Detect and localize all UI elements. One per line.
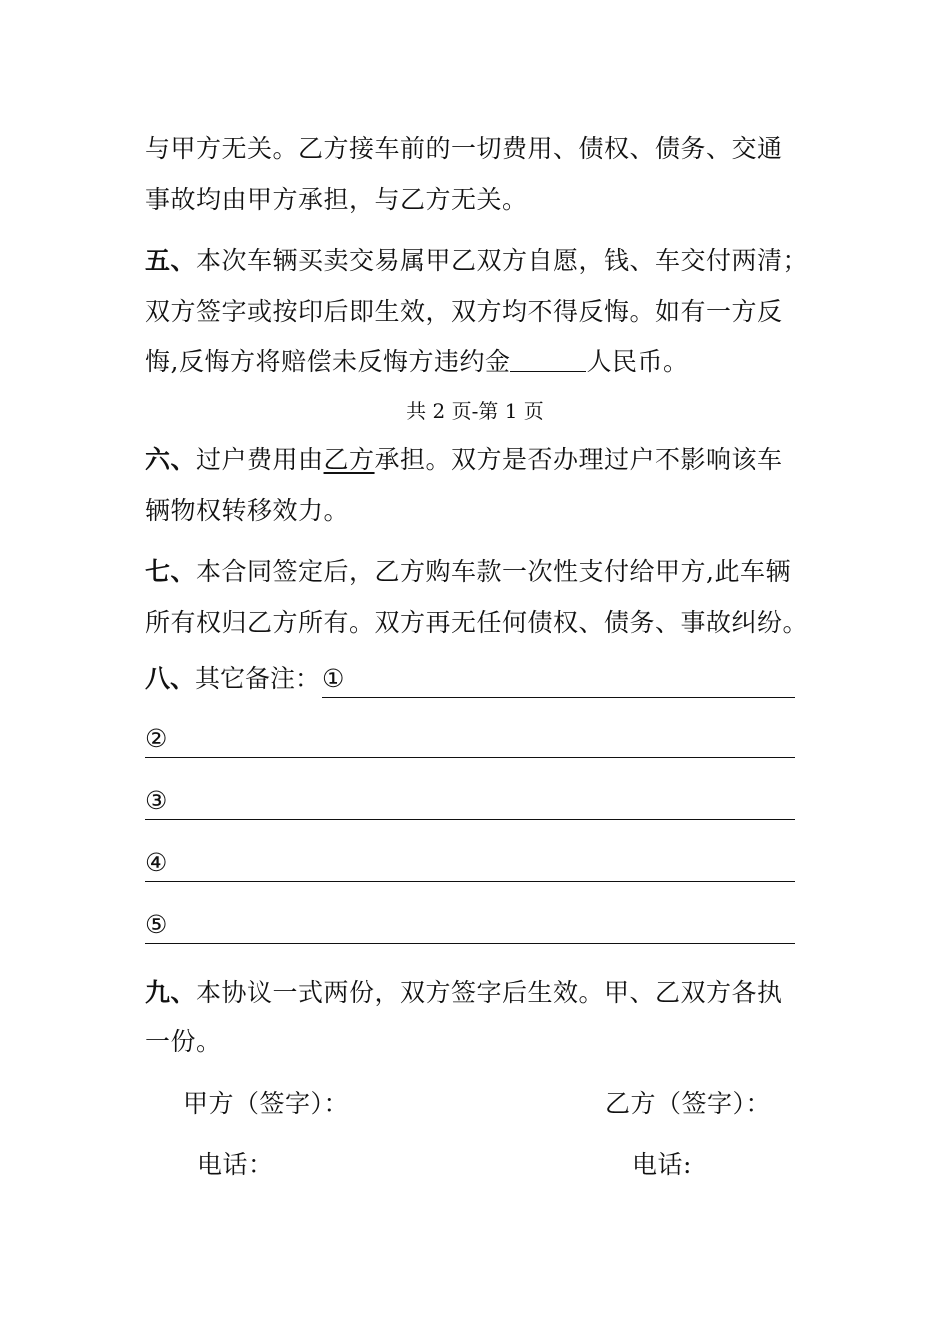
clause6-line2: 辆物权转移效力。 <box>145 496 350 525</box>
party-a-phone-label: 电话： <box>197 1150 274 1179</box>
clause9-text1: 本协议一式两份，双方签字后生效。甲、乙双方各执 <box>196 978 783 1007</box>
penalty-amount-blank <box>510 347 586 372</box>
clause6-party: 乙方 <box>323 445 375 474</box>
remark-row-2 <box>145 721 795 758</box>
remark-row-3 <box>145 783 795 820</box>
clause6-pre: 过户费用由 <box>196 445 324 474</box>
remark-row-1 <box>145 661 795 697</box>
remark-row-5 <box>145 907 795 944</box>
clause9-line2: 一份。 <box>145 1027 222 1056</box>
party-a-signature-label: 甲方（签字）： <box>183 1089 350 1118</box>
page-footer: 共 2 页-第 1 页 <box>406 399 544 423</box>
clause7-text1: 本合同签定后，乙方购车款一次性支付给甲方,此车辆 <box>196 557 791 586</box>
clause5-number: 五、 <box>145 246 197 275</box>
remark-row-4 <box>145 845 795 882</box>
clause8-number: 八、 <box>145 664 196 693</box>
clause7-number: 七、 <box>145 557 197 586</box>
remark-line-1 <box>322 661 795 698</box>
remark-marker-3: ③ <box>145 786 168 815</box>
clause6-number: 六、 <box>145 445 197 474</box>
clause4-cont-line1: 与甲方无关。乙方接车前的一切费用、债权、债务、交通 <box>145 134 783 163</box>
clause5-text3-pre: 悔,反悔方将赔偿未反悔方违约金 <box>145 347 511 376</box>
clause5-text1: 本次车辆买卖交易属甲乙双方自愿，钱、车交付两清； <box>196 246 809 275</box>
clause5-line3 <box>145 345 805 379</box>
clause9-number: 九、 <box>145 978 197 1007</box>
clause5-line2: 双方签字或按印后即生效，双方均不得反悔。如有一方反 <box>145 297 783 326</box>
clause8-label: 其它备注： <box>195 664 321 693</box>
remark-marker-1: ① <box>322 664 345 693</box>
clause5-line1 <box>145 244 809 278</box>
remark-marker-2: ② <box>145 724 168 753</box>
clause7-line2: 所有权归乙方所有。双方再无任何债权、债务、事故纠纷。 <box>145 608 809 637</box>
clause9-line1 <box>145 976 805 1010</box>
clause6-line1 <box>145 443 805 477</box>
party-b-signature-label: 乙方（签字）： <box>605 1089 772 1118</box>
clause4-cont-line2: 事故均由甲方承担，与乙方无关。 <box>145 185 528 214</box>
clause7-line1 <box>145 555 805 589</box>
remark-marker-4: ④ <box>145 848 168 877</box>
clause6-post: 承担。双方是否办理过户不影响该车 <box>374 445 783 474</box>
clause5-text3-post: 人民币。 <box>586 347 689 376</box>
party-b-phone-label: 电话: <box>632 1150 692 1179</box>
remark-marker-5: ⑤ <box>145 910 168 939</box>
